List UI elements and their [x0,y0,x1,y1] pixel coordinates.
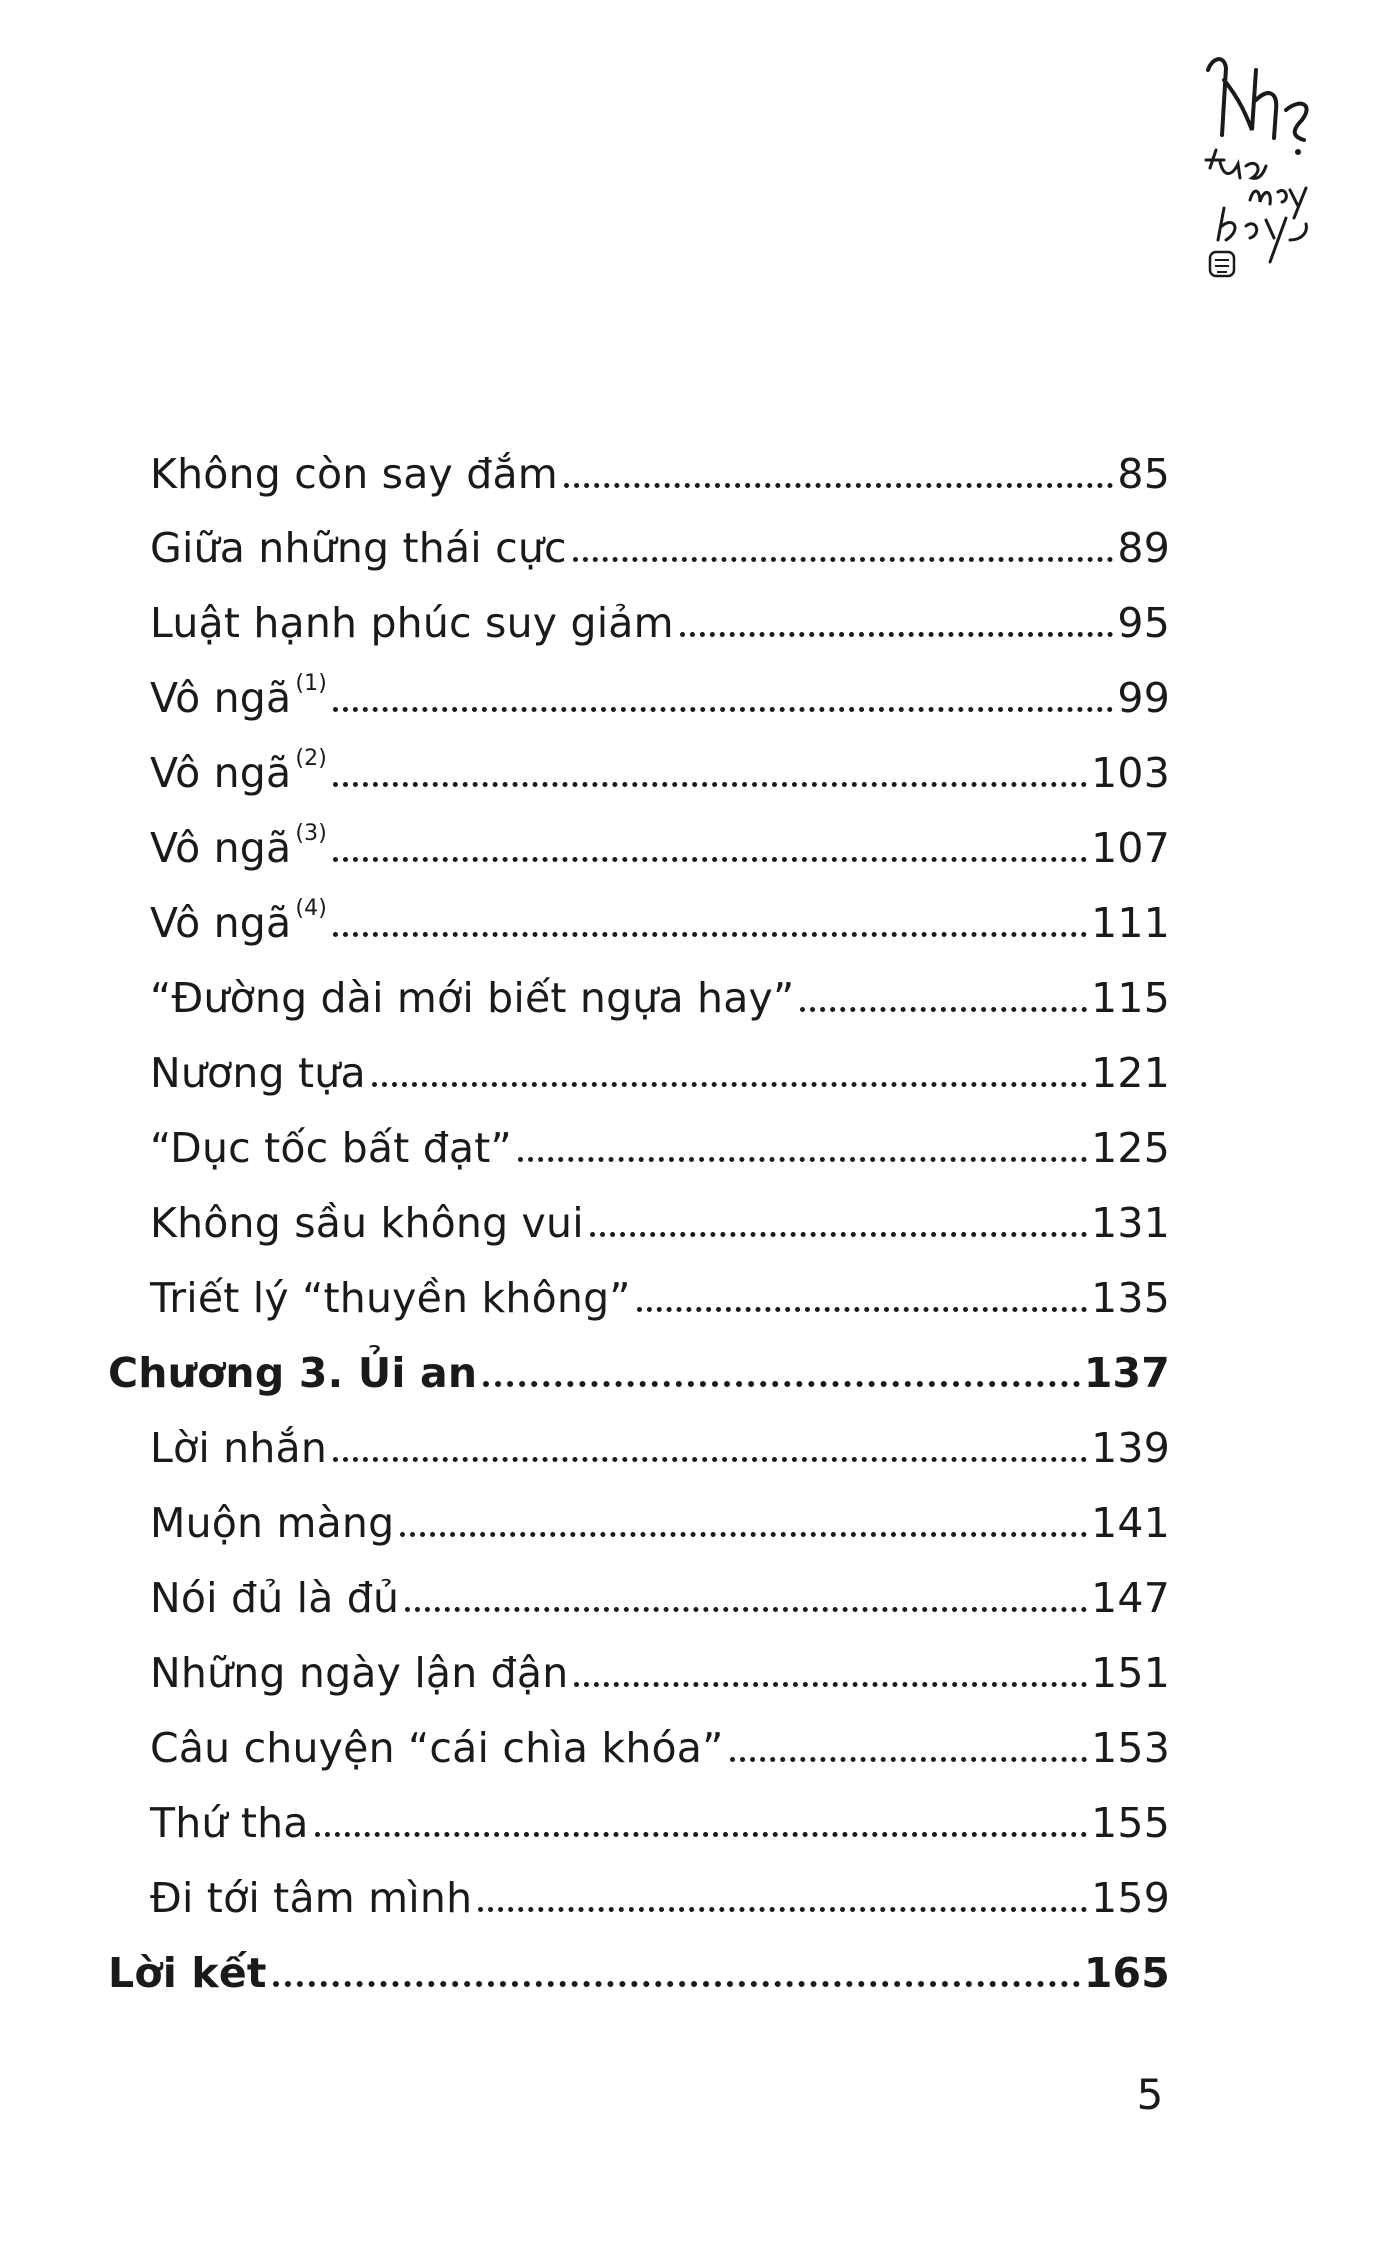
toc-entry-page: 95 [1117,598,1170,647]
dot-leader [333,932,1087,937]
toc-entry-title: Nói đủ là đủ [150,1573,400,1622]
toc-entry-part: (2) [295,745,328,771]
toc-entry-part: (1) [295,670,328,696]
toc-entry-title: Luật hạnh phúc suy giảm [150,598,674,647]
toc-entry[interactable] [150,1710,1170,1774]
dot-leader [564,483,1114,488]
toc-entry[interactable] [150,1635,1170,1699]
dot-leader [590,1232,1087,1237]
toc-entry-title: Không còn say đắm [150,449,558,498]
toc-entry-page: 111 [1091,898,1170,947]
toc-entry-page: 85 [1117,449,1170,498]
toc-chapter-page: 137 [1083,1348,1170,1397]
toc-closing-heading[interactable] [108,1935,1170,1999]
toc-entry-title: Muộn màng [150,1498,395,1547]
toc-entry-title: Vô ngã $^{(1)}$ [150,670,328,722]
toc-entry[interactable] [150,1110,1170,1174]
toc-entry[interactable] [150,960,1170,1024]
dot-leader [574,1682,1087,1687]
dot-leader [400,1532,1087,1537]
toc-entry-page: 135 [1091,1273,1170,1322]
toc-entry[interactable] [150,810,1170,874]
toc-chapter-title: Chương 3. Ủi an [108,1348,478,1397]
toc-entry[interactable] [150,436,1170,500]
dot-leader [273,1981,1080,1987]
toc-entry-title: Vô ngã $^{(3)}$ [150,820,328,872]
dot-leader [315,1832,1088,1837]
dot-leader [333,857,1087,862]
dot-leader [372,1082,1087,1087]
toc-entry-page: 131 [1091,1198,1170,1247]
toc-entry-page: 103 [1091,748,1170,797]
toc-entry-title: Không sầu không vui [150,1198,584,1247]
toc-entry-title: Vô ngã $^{(2)}$ [150,745,328,797]
toc-entry[interactable] [150,735,1170,799]
toc-entry[interactable] [150,510,1170,574]
toc-entry-page: 115 [1091,973,1170,1022]
toc-entry[interactable] [150,1485,1170,1549]
toc-entry-page: 141 [1091,1498,1170,1547]
toc-entry-title: Những ngày lận đận [150,1648,569,1697]
toc-entry-page: 139 [1091,1423,1170,1472]
toc-entry-title: Vô ngã $^{(4)}$ [150,895,328,947]
toc-entry-page: 153 [1091,1723,1170,1772]
toc-entry-page: 125 [1091,1123,1170,1172]
toc-entry-title: Câu chuyện “cái chìa khóa” [150,1723,724,1772]
dot-leader [800,1007,1087,1012]
toc-entry-page: 159 [1091,1873,1170,1922]
dot-leader [478,1907,1087,1912]
page-number: 5 [1136,2070,1164,2119]
toc-entry-page: 151 [1091,1648,1170,1697]
dot-leader [483,1381,1080,1387]
toc-entry-title: Nương tựa [150,1048,366,1097]
toc-entry-page: 89 [1117,523,1170,572]
toc-entry-title: Đi tới tâm mình [150,1873,473,1922]
dot-leader [405,1607,1087,1612]
toc-entry-title: Giữa những thái cực [150,523,567,572]
dot-leader [680,632,1114,637]
toc-entry[interactable] [150,1410,1170,1474]
toc-entry[interactable] [150,660,1170,724]
toc-closing-title: Lời kết [108,1948,267,1997]
dot-leader [333,782,1087,787]
toc-entry-title: Lời nhắn [150,1423,328,1472]
toc-entry[interactable] [150,1785,1170,1849]
toc-entry-part: (3) [295,820,328,846]
toc-entry-title: “Đường dài mới biết ngựa hay” [150,973,795,1022]
toc-entry[interactable] [150,1860,1170,1924]
toc-entry[interactable] [150,1035,1170,1099]
toc-entry-page: 121 [1091,1048,1170,1097]
dot-leader [518,1157,1087,1162]
toc-entry-page: 107 [1091,823,1170,872]
toc-entry[interactable] [150,1260,1170,1324]
toc-entry-page: 147 [1091,1573,1170,1622]
toc-entry[interactable] [150,885,1170,949]
dot-leader [333,1457,1087,1462]
dot-leader [637,1307,1087,1312]
toc-entry-page: 155 [1091,1798,1170,1847]
toc-closing-page: 165 [1083,1948,1170,1997]
toc-entry[interactable] [150,1185,1170,1249]
toc-entry[interactable] [150,1560,1170,1624]
toc-entry[interactable] [150,585,1170,649]
toc-entry-title: Thứ tha [150,1798,309,1847]
toc-entry-page: 99 [1117,673,1170,722]
toc-entry-part: (4) [295,895,328,921]
dot-leader [573,557,1114,562]
dot-leader [730,1757,1088,1762]
toc-entry-title: Triết lý “thuyền không” [150,1273,631,1322]
dot-leader [333,707,1113,712]
toc-chapter-heading[interactable] [108,1335,1170,1399]
toc-entry-title: “Dục tốc bất đạt” [150,1123,512,1172]
